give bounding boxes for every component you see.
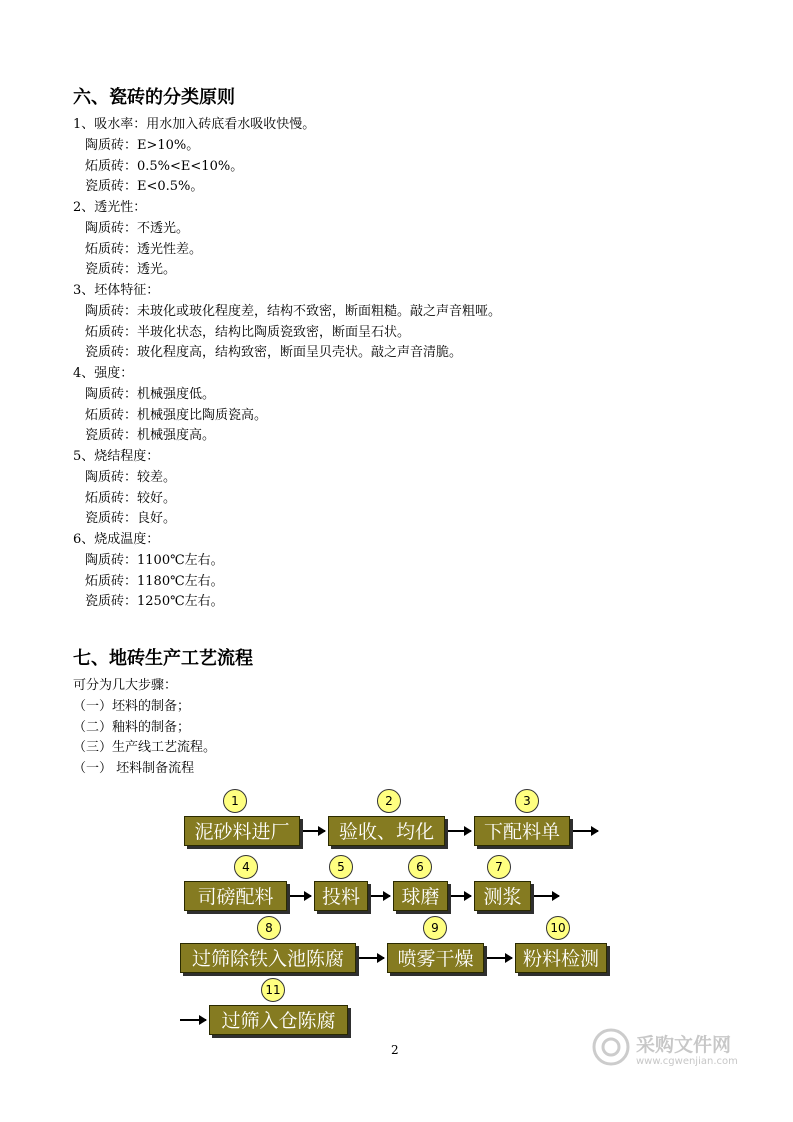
- flow-step: 粉料检测: [515, 943, 607, 973]
- item-line: 瓷质砖：良好。: [85, 511, 177, 526]
- flow-step: 喷雾干燥: [387, 943, 484, 973]
- step-number: 7: [487, 855, 511, 879]
- arrow: [451, 895, 471, 897]
- watermark-title: 采购文件网: [636, 1034, 732, 1056]
- watermark-logo-icon: [591, 1027, 631, 1067]
- arrow: [290, 895, 311, 897]
- flow-step: 验收、均化: [328, 816, 445, 846]
- item-line: 炻质砖：机械强度比陶质瓷高。: [85, 408, 268, 423]
- item-line: 炻质砖：透光性差。: [85, 242, 203, 257]
- item-heading: 4、强度：: [73, 366, 134, 381]
- item-line: 陶质砖：E>10%。: [85, 138, 200, 153]
- item-line: 瓷质砖：透光。: [85, 262, 177, 277]
- arrow: [534, 895, 559, 897]
- step-number: 3: [515, 789, 539, 813]
- flow-step: 司磅配料: [184, 881, 287, 911]
- item-line: 陶质砖：不透光。: [85, 221, 190, 236]
- item-line: 陶质砖：未玻化或玻化程度差，结构不致密，断面粗糙。敲之声音粗哑。: [85, 304, 502, 319]
- page-number: 2: [391, 1043, 399, 1057]
- section7-title: 七、地砖生产工艺流程: [73, 648, 253, 669]
- arrow: [180, 1019, 206, 1021]
- step-number: 10: [546, 916, 570, 940]
- item-heading: 1、吸水率：用水加入砖底看水吸收快慢。: [73, 117, 316, 132]
- step-number: 2: [377, 789, 401, 813]
- flow-step: 过筛入仓陈腐: [209, 1005, 348, 1035]
- item-line: 炻质砖：半玻化状态，结构比陶质瓷致密，断面呈石状。: [85, 325, 411, 340]
- step-number: 5: [329, 855, 353, 879]
- item-line: 炻质砖：1180℃左右。: [85, 574, 224, 589]
- item-heading: 6、烧成温度：: [73, 532, 160, 547]
- item-line: 陶质砖：机械强度低。: [85, 387, 216, 402]
- arrow: [371, 895, 390, 897]
- step-number: 6: [408, 855, 432, 879]
- item-heading: 2、透光性：: [73, 200, 147, 215]
- step-number: 8: [257, 916, 281, 940]
- item-heading: 5、烧结程度：: [73, 449, 160, 464]
- flow-step: 投料: [314, 881, 368, 911]
- intro-line: （三）生产线工艺流程。: [73, 740, 217, 755]
- item-line: 陶质砖：较差。: [85, 470, 177, 485]
- flow-step: 泥砂料进厂: [184, 816, 300, 846]
- flow-step: 下配料单: [474, 816, 570, 846]
- step-number: 9: [423, 916, 447, 940]
- flow-step: 测浆: [474, 881, 531, 911]
- step-number: 1: [223, 789, 247, 813]
- watermark-url: www.cgwenjian.com: [636, 1056, 738, 1067]
- flow-step: 球磨: [393, 881, 448, 911]
- intro-line: 可分为几大步骤：: [73, 678, 178, 693]
- arrow: [487, 957, 512, 959]
- intro-line: （一） 坯料制备流程: [73, 761, 195, 776]
- item-line: 瓷质砖：机械强度高。: [85, 428, 216, 443]
- step-number: 11: [261, 978, 285, 1002]
- step-number: 4: [234, 855, 258, 879]
- item-line: 瓷质砖：玻化程度高，结构致密，断面呈贝壳状。敲之声音清脆。: [85, 345, 463, 360]
- intro-line: （一）坯料的制备；: [73, 699, 191, 714]
- arrow: [303, 830, 325, 832]
- item-heading: 3、坯体特征：: [73, 283, 160, 298]
- item-line: 陶质砖：1100℃左右。: [85, 553, 224, 568]
- arrow: [448, 830, 471, 832]
- section6-title: 六、瓷砖的分类原则: [73, 87, 235, 108]
- arrow: [359, 957, 384, 959]
- item-line: 瓷质砖：1250℃左右。: [85, 594, 224, 609]
- flow-step: 过筛除铁入池陈腐: [180, 943, 356, 973]
- item-line: 瓷质砖：E<0.5%。: [85, 179, 204, 194]
- item-line: 炻质砖：0.5%<E<10%。: [85, 159, 244, 174]
- arrow: [573, 830, 598, 832]
- intro-line: （二）釉料的制备；: [73, 720, 191, 735]
- item-line: 炻质砖：较好。: [85, 491, 177, 506]
